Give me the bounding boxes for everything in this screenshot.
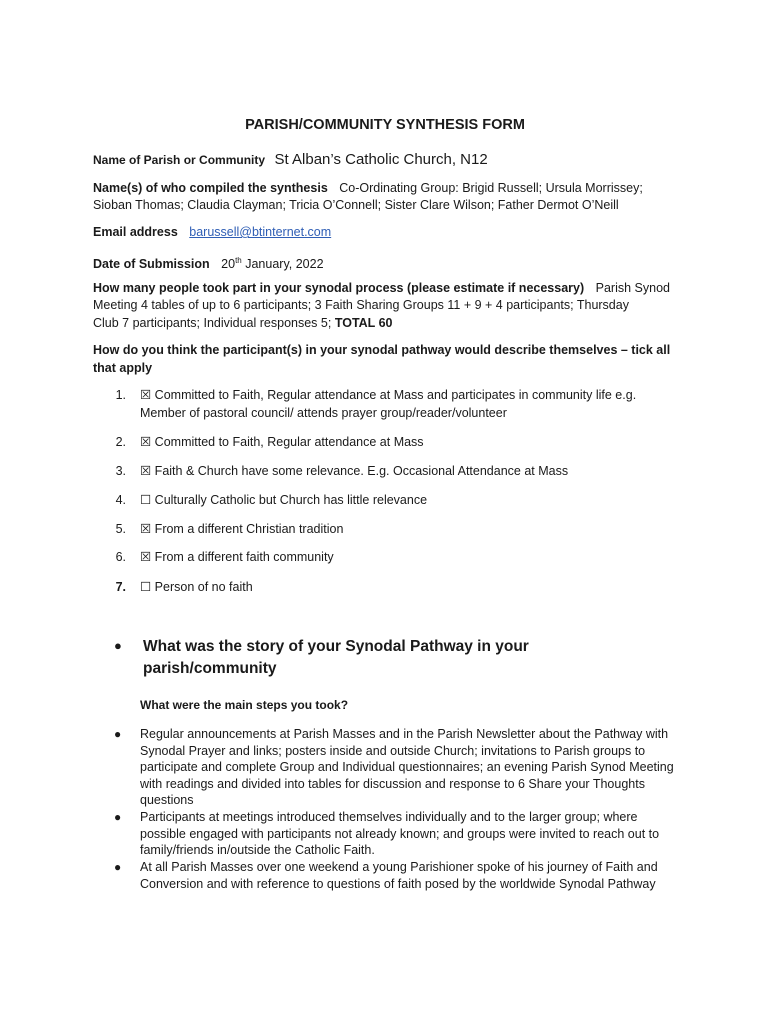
parish-label: Name of Parish or Community (93, 153, 266, 167)
email-link[interactable]: barussell@btinternet.com (189, 225, 332, 239)
participants-line-3-text: Club 7 participants; Individual responses 5; (93, 316, 335, 330)
option-number: 7. (115, 580, 126, 594)
participants-total: TOTAL 60 (334, 316, 393, 330)
option-6 (0, 549, 770, 569)
option-1 (0, 387, 770, 407)
option-3 (0, 463, 770, 483)
describe-line-2: that apply (93, 361, 153, 375)
describe-line-1: How do you think the participant(s) in your synodal pathway would describe themselves – tick all (93, 343, 671, 357)
option-number: 1. (115, 388, 126, 402)
option-7 (0, 579, 770, 599)
option-text: ☐ Culturally Catholic but Church has little relevance (140, 493, 428, 507)
parish-value: St Alban’s Catholic Church, N12 (274, 151, 488, 168)
option-number: 3. (115, 464, 126, 478)
option-number: 2. (115, 435, 126, 449)
email-row (93, 224, 331, 242)
participants-line-3 (93, 315, 392, 333)
submission-row (93, 252, 324, 274)
option-text: ☒ Committed to Faith, Regular attendance at Mass and participates in community life e.g. (140, 388, 637, 402)
submission-day: 20 (221, 257, 236, 272)
participants-line-2: Meeting 4 tables of up to 6 participants; 3 Faith Sharing Groups 11 + 9 + 4 participants; Thursday (93, 298, 629, 312)
option-text: ☒ Faith & Church have some relevance. E.g. Occasional Attendance at Mass (140, 464, 569, 478)
step-1-text: Regular announcements at Parish Masses and in the Parish Newsletter about the Pathway with Synodal Prayer and links; posters inside and outside Church; invitations to Parish groups to participate and complete Group and Individual questionnaires; an evening Parish Synod Meeting with readings and divided into tables for discussion and response to 6 Share your Thoughts questions (140, 727, 674, 807)
step-3-text: At all Parish Masses over one weekend a young Parishioner spoke of his journey of Faith and Conversion and with reference to questions of faith posed by the worldwide Synodal Pathway (140, 860, 658, 891)
submission-sup: th (235, 256, 242, 265)
compiled-line-1 (93, 180, 643, 198)
option-text: ☒ From a different faith community (140, 550, 334, 564)
compiled-names-1: Co-Ordinating Group: Brigid Russell; Ursula Morrissey; (339, 181, 643, 195)
parish-row (93, 151, 488, 168)
submission-label: Date of Submission (93, 257, 210, 272)
story-heading-1: What was the story of your Synodal Pathway in your (143, 638, 529, 655)
participants-answer-start: Parish Synod (595, 281, 670, 295)
step-1-bullet: ● (114, 727, 122, 741)
step-2-text: Participants at meetings introduced themselves individually and to the larger group; where possible engaged with participants not already known; and groups were invited to reach out to family/friends in/outside the Catholic Faith. (140, 810, 660, 857)
option-number: 4. (115, 493, 126, 507)
participants-line-1 (93, 280, 670, 298)
story-bullet: ● (114, 638, 122, 653)
option-4 (0, 492, 770, 512)
compiled-names-2: Sioban Thomas; Claudia Clayman; Tricia O’Connell; Sister Clare Wilson; Father Dermot O’Neill (93, 198, 619, 212)
step-2-bullet: ● (114, 810, 122, 824)
story-heading-2: parish/community (143, 660, 277, 677)
step-3-bullet: ● (114, 860, 122, 874)
submission-rest: January, 2022 (241, 257, 324, 272)
option-5 (0, 521, 770, 541)
story-subheading: What were the main steps you took? (140, 698, 349, 712)
participants-question: How many people took part in your synodal process (please estimate if necessary) (93, 281, 585, 295)
option-text: ☐ Person of no faith (140, 580, 253, 594)
option-2 (0, 434, 770, 454)
option-1-continued: Member of pastoral council/ attends prayer group/reader/volunteer (140, 406, 507, 420)
form-title: PARISH/COMMUNITY SYNTHESIS FORM (245, 117, 525, 133)
option-text: ☒ From a different Christian tradition (140, 522, 344, 536)
compiled-label: Name(s) of who compiled the synthesis (93, 181, 328, 195)
option-number: 5. (115, 522, 126, 536)
option-text: ☒ Committed to Faith, Regular attendance at Mass (140, 435, 424, 449)
email-label: Email address (93, 225, 178, 239)
option-number: 6. (115, 550, 126, 564)
